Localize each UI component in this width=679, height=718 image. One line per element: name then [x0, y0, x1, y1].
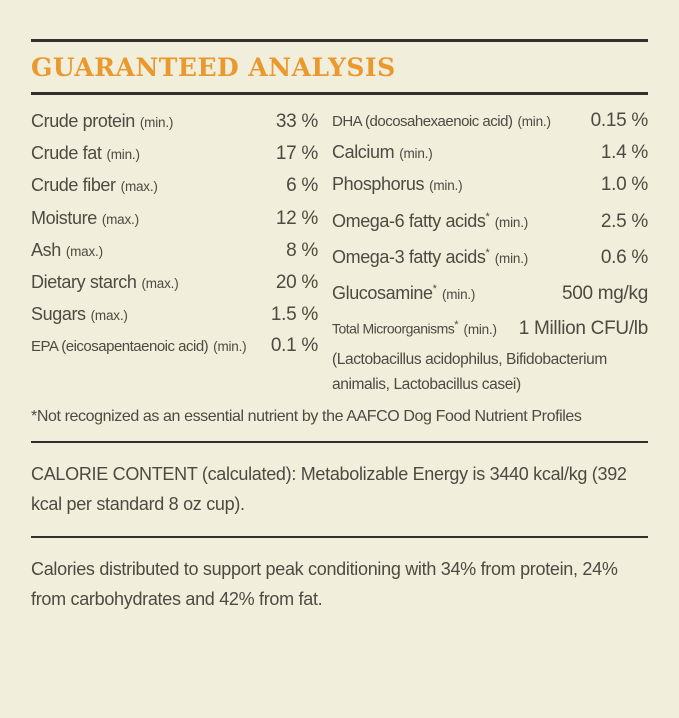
nutrient-name: Crude fat: [31, 143, 102, 164]
analysis-row-sugars: [31, 299, 318, 331]
analysis-row-calcium: [332, 137, 648, 169]
nutrient-name: Crude fiber: [31, 175, 116, 196]
divider-under-title: [31, 92, 648, 95]
panel-title: GUARANTEED ANALYSIS: [31, 53, 396, 82]
nutrient-qualifier: (max.): [120, 179, 158, 195]
guaranteed-analysis-panel: [0, 39, 679, 614]
nutrient-name: Moisture: [31, 207, 97, 228]
analysis-row-epa: [31, 331, 318, 362]
nutrient-qualifier: (min.): [213, 339, 247, 355]
calorie-distribution-paragraph: Calories distributed to support peak conditioning with 34% from protein, 24% from carbohydrates and 42% from fat.: [31, 559, 618, 610]
analysis-table: [31, 106, 648, 397]
nutrient-value: 0.15 %: [590, 110, 648, 131]
footnote-asterisk: *: [485, 210, 490, 223]
analysis-row-omega3: [332, 238, 648, 274]
nutrient-name: Dietary starch: [31, 272, 137, 293]
analysis-row-crude-fiber: [31, 170, 318, 202]
analysis-row-phosphorus: [332, 169, 648, 201]
nutrient-label: [332, 238, 528, 274]
footnote-asterisk: *: [485, 246, 490, 259]
nutrient-value: 6 %: [286, 175, 318, 197]
nutrient-label: [332, 169, 462, 201]
species-note-line: (Lactobacillus acidophilus, Bifidobacterium: [332, 351, 607, 369]
nutrient-label: [31, 170, 158, 202]
nutrient-label: [31, 106, 173, 138]
analysis-row-glucosamine: [332, 274, 648, 310]
nutrient-qualifier: (min.): [463, 321, 497, 337]
nutrient-label: [31, 332, 246, 362]
nutrient-value: 17 %: [275, 143, 318, 165]
nutrient-value: 1.4 %: [600, 142, 648, 164]
nutrient-qualifier: (min.): [139, 115, 174, 130]
nutrient-qualifier: (min.): [399, 146, 433, 162]
analysis-row-dha: [332, 106, 648, 137]
nutrient-value: 0.6 %: [600, 246, 648, 268]
nutrient-value: 8 %: [286, 239, 318, 261]
analysis-row-moisture: [31, 203, 318, 235]
microorganisms-species-note: [332, 347, 648, 397]
nutrient-label: [332, 137, 433, 169]
nutrient-value: 20 %: [275, 272, 318, 294]
nutrient-qualifier: (min.): [441, 287, 476, 303]
analysis-row-ash: [31, 235, 318, 267]
species-note-line: animalis, Lactobacillus casei): [332, 376, 521, 394]
aafco-footnote: *Not recognized as an essential nutrient by the AAFCO Dog Food Nutrient Profiles: [31, 408, 582, 426]
footnote-asterisk: *: [432, 283, 437, 296]
nutrient-qualifier: (min.): [517, 114, 551, 129]
nutrient-label: [332, 274, 475, 310]
nutrient-qualifier: (min.): [429, 178, 463, 194]
nutrient-value: 1.5 %: [270, 304, 318, 326]
analysis-row-crude-fat: [31, 138, 318, 170]
nutrient-qualifier: (min.): [494, 250, 529, 266]
nutrient-value: 33 %: [275, 111, 318, 132]
nutrient-label: [332, 310, 497, 345]
nutrient-qualifier: (max.): [141, 276, 179, 292]
divider-top: [31, 39, 648, 42]
nutrient-value: 1 Million CFU/lb: [518, 317, 648, 339]
nutrient-name: Crude protein: [31, 111, 135, 131]
nutrient-name: EPA (eicosapentaenoic acid): [31, 338, 209, 356]
nutrient-value: 500 mg/kg: [561, 283, 648, 305]
divider-above-calorie-distribution: [31, 536, 648, 538]
footnote-asterisk: *: [454, 319, 459, 332]
nutrient-label: [31, 299, 128, 331]
analysis-column-right: [332, 106, 648, 397]
nutrient-name: Ash: [31, 239, 61, 260]
calorie-content-paragraph: CALORIE CONTENT (calculated): Metabolizable Energy is 3440 kcal/kg (392 kcal per standard 8 oz cup).: [31, 464, 627, 515]
nutrient-label: [31, 138, 140, 170]
nutrient-label: [332, 202, 528, 238]
nutrient-name: Sugars: [31, 304, 86, 325]
analysis-row-total-microorganisms: [332, 310, 648, 345]
analysis-row-crude-protein: [31, 106, 318, 138]
analysis-row-dietary-starch: [31, 267, 318, 299]
nutrient-value: 12 %: [275, 207, 318, 229]
nutrient-name: Omega-6 fatty acids: [332, 210, 486, 231]
nutrient-name: Glucosamine: [332, 283, 433, 304]
nutrient-label: [31, 235, 103, 267]
nutrient-label: [31, 267, 178, 299]
nutrient-qualifier: (max.): [101, 211, 139, 227]
nutrient-value: 2.5 %: [600, 210, 648, 232]
nutrient-value: 0.1 %: [270, 335, 318, 357]
nutrient-qualifier: (min.): [106, 147, 140, 163]
analysis-row-omega6: [332, 202, 648, 238]
analysis-column-left: [31, 106, 318, 397]
nutrient-label: [31, 203, 139, 235]
nutrient-value: 1.0 %: [600, 174, 648, 196]
nutrient-name: Total Microorganisms: [332, 320, 455, 337]
nutrient-name: Phosphorus: [332, 174, 425, 195]
nutrient-name: Omega-3 fatty acids: [332, 246, 486, 267]
nutrient-name: DHA (docosahexaenoic acid): [332, 113, 513, 130]
nutrient-qualifier: (max.): [90, 308, 128, 324]
nutrient-name: Calcium: [332, 142, 395, 163]
nutrient-qualifier: (max.): [65, 243, 103, 259]
divider-above-calorie-content: [31, 441, 648, 443]
nutrient-qualifier: (min.): [494, 214, 529, 230]
nutrient-label: [332, 107, 551, 137]
